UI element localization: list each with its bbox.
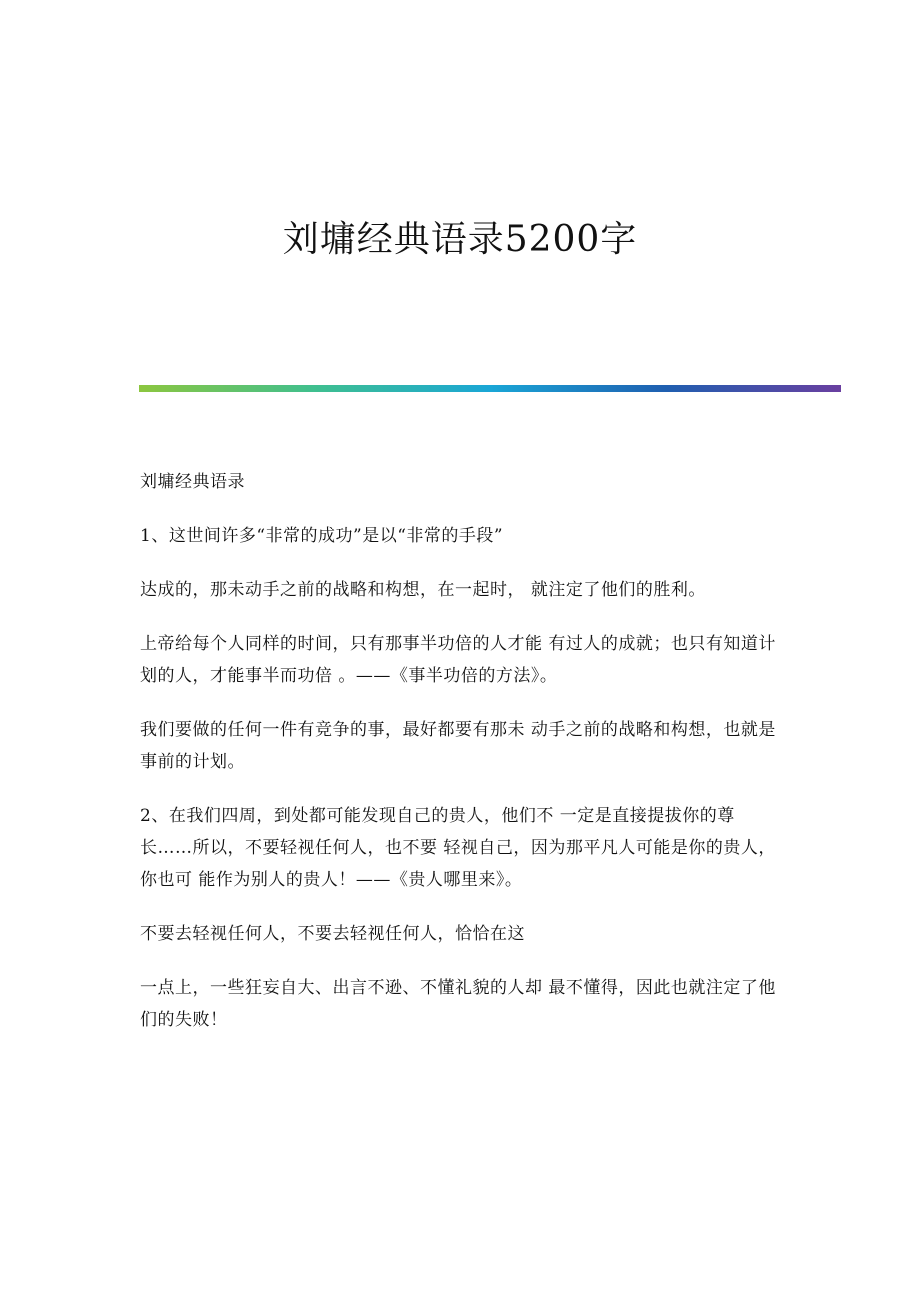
paragraph-6: 不要去轻视任何人，不要去轻视任何人，恰恰在这 (140, 924, 525, 944)
document-body (140, 466, 785, 1036)
section-heading: 刘墉经典语录 (140, 472, 245, 492)
paragraph-5: 2、在我们四周，到处都可能发现自己的贵人，他们不 一定是直接提拔你的尊长……所以，不要轻视任何人，也不要 轻视自己，因为那平凡人可能是你的贵人，你也可 能作为别人的贵人！——《贵人哪里来》。 (140, 806, 776, 890)
paragraph-3: 上帝给每个人同样的时间，只有那事半功倍的人才能 有过人的成就；也只有知道计划的人，才能事半而功倍 。——《事半功倍的方法》。 (140, 634, 776, 686)
paragraph-4: 我们要做的任何一件有竞争的事，最好都要有那未 动手之前的战略和构想，也就是事前的计划。 (140, 720, 776, 772)
document-title: 刘墉经典语录5200字 (282, 219, 638, 260)
paragraph-2: 达成的，那未动手之前的战略和构想，在一起时， 就注定了他们的胜利。 (140, 580, 706, 600)
paragraph-1: 1、这世间许多“非常的成功”是以“非常的手段” (140, 526, 504, 546)
gradient-divider (139, 385, 841, 392)
paragraph-7: 一点上，一些狂妄自大、出言不逊、不懂礼貌的人却 最不懂得，因此也就注定了他们的失败！ (140, 978, 776, 1030)
